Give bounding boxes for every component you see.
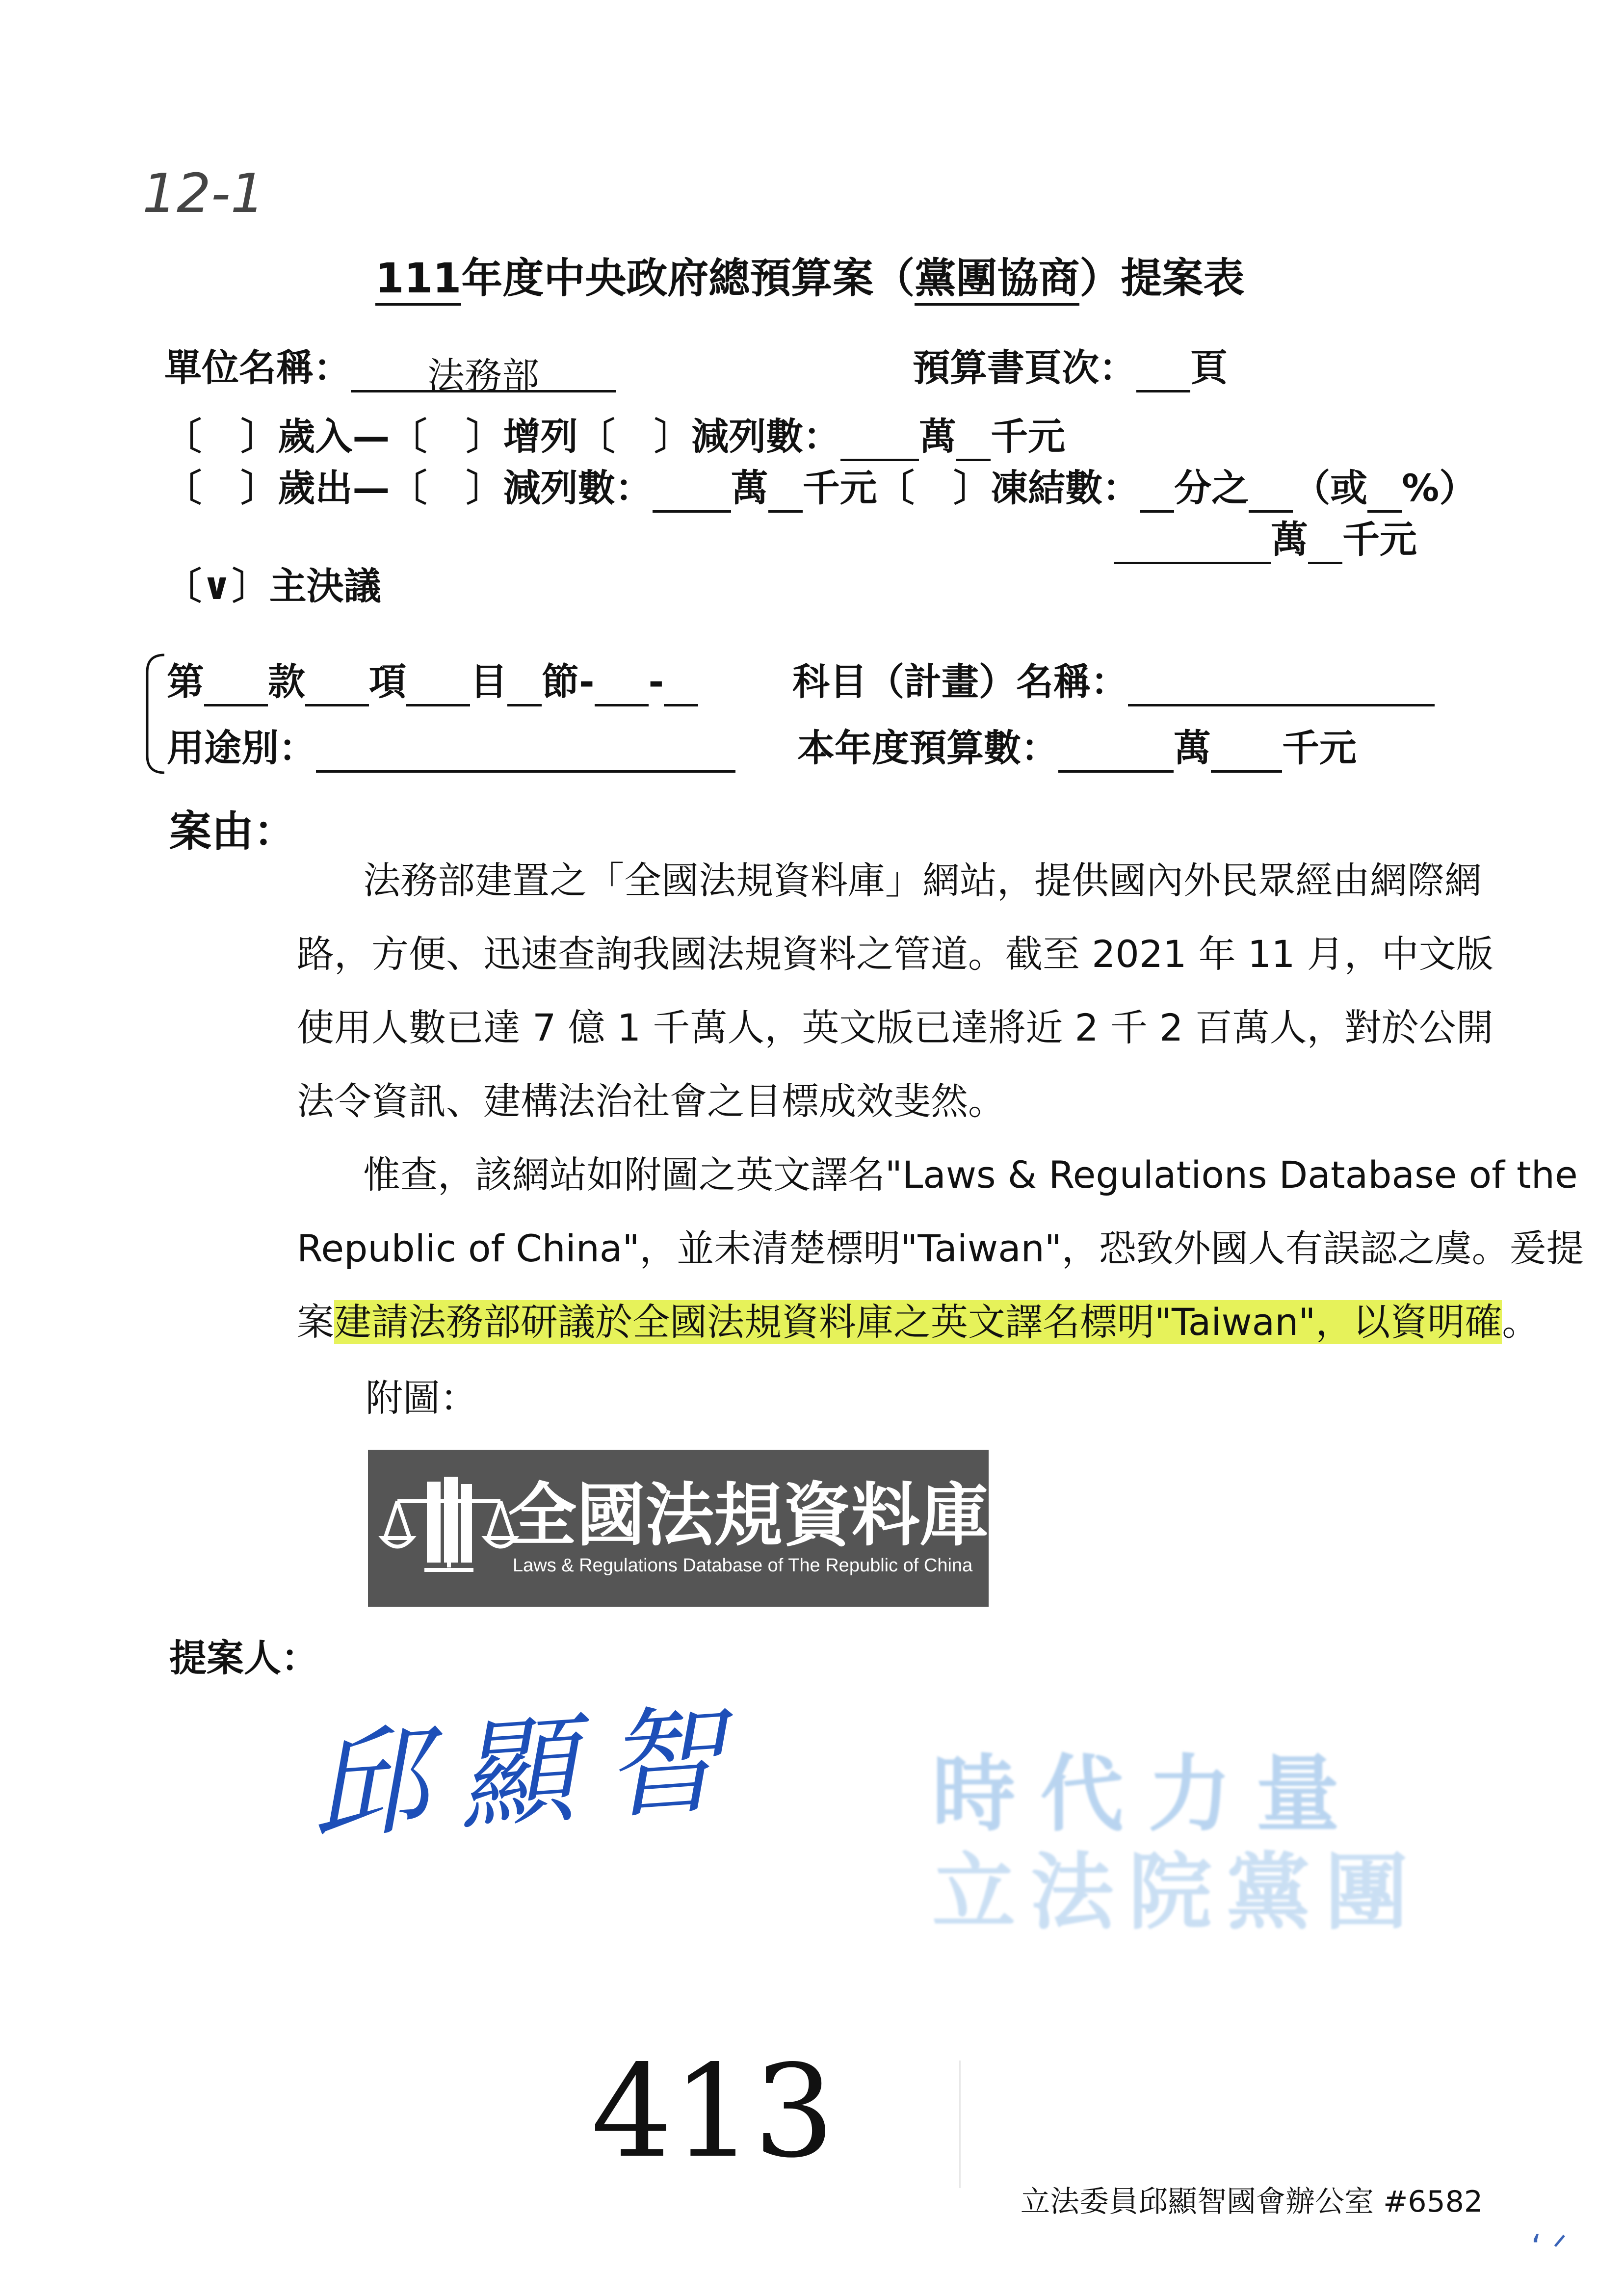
stamp-line-2: 立法院黨團	[932, 1844, 1423, 1941]
usage-field	[316, 732, 735, 773]
figure-label: 附圖：	[366, 1376, 477, 1420]
title-consult: 黨團協商	[915, 254, 1079, 306]
expense-decrease-checkbox: 〔 〕	[390, 466, 503, 510]
subject-label: 科目（計畫）名稱：	[792, 660, 1128, 704]
paragraph-1-line-4: 法令資訊、建構法治社會之目標成效斐然。	[297, 1079, 1005, 1123]
income-label: 歲入—	[278, 415, 390, 458]
item-sub1-field	[595, 666, 649, 706]
main-resolution-label: 主決議	[269, 564, 381, 608]
unit-value: 法務部	[427, 354, 539, 398]
title-year: 111	[375, 254, 461, 306]
form-title	[375, 245, 1244, 305]
item-kuan-field	[204, 666, 268, 706]
database-logo-figure	[368, 1450, 989, 1607]
stamp-line-1: 時代力量	[932, 1746, 1364, 1843]
freeze-label: 凍結數：	[991, 466, 1140, 510]
freeze-pct: %）	[1402, 466, 1477, 510]
annual-budget-row	[797, 724, 1357, 773]
expense-thousand-field	[768, 472, 803, 513]
corner-handwritten-note: 12-1	[142, 162, 265, 225]
stray-pen-mark: ‘ ᐟ	[1531, 2227, 1568, 2268]
annual-budget-wan: 萬	[1174, 726, 1211, 770]
annual-budget-thousand-field	[1211, 732, 1282, 773]
expense-wan: 萬	[731, 466, 768, 510]
unit-row	[164, 343, 616, 398]
expense-wan-field	[653, 472, 731, 513]
expense-thousand: 千元	[802, 466, 877, 510]
paragraph-2-line-3-post: 。	[1502, 1300, 1540, 1344]
freeze-wan: 萬	[1271, 518, 1308, 561]
unit-label: 單位名稱：	[164, 346, 351, 390]
unit-field	[351, 352, 616, 398]
expense-decrease-label: 減列數：	[503, 466, 653, 510]
title-pre: 年度中央政府總預算案（	[461, 254, 915, 302]
scales-of-justice-icon	[378, 1472, 520, 1577]
income-wan: 萬	[919, 415, 957, 458]
budget-page-row	[913, 343, 1228, 392]
highlighted-proposal-text: 建請法務部研議於全國法規資料庫之英文譯名標明"Taiwan"，以資明確	[334, 1300, 1502, 1344]
item-xiang-field	[305, 666, 369, 706]
decrease-label: 減列數：	[691, 415, 841, 458]
freeze-checkbox: 〔 〕	[877, 466, 991, 510]
item-sub2-field	[664, 666, 698, 706]
title-post: ）提案表	[1079, 254, 1245, 302]
item-jie-field	[507, 666, 542, 706]
paragraph-1-line-3: 使用人數已達 7 億 1 千萬人，英文版已達將近 2 千 2 百萬人，對於公開	[297, 1006, 1493, 1049]
budget-page-suffix: 頁	[1190, 346, 1228, 390]
freeze-wan-field	[1114, 523, 1271, 564]
income-wan-field	[840, 420, 919, 461]
usage-label: 用途別：	[167, 726, 316, 770]
income-thousand-field	[956, 420, 991, 461]
freeze-denominator-field	[1140, 472, 1174, 513]
paragraph-1-line-2: 路，方便、迅速查詢我國法規資料之管道。截至 2021 年 11 月，中文版	[297, 932, 1493, 976]
page-number: 413	[591, 2038, 835, 2186]
faint-divider	[959, 2061, 961, 2188]
freeze-numerator-field	[1249, 472, 1293, 513]
proposer-label: 提案人：	[169, 1636, 318, 1680]
freeze-amount-row	[1114, 515, 1417, 564]
expense-label: 歲出—	[278, 466, 390, 510]
item-di: 第	[167, 660, 204, 704]
logo-subtitle: Laws & Regulations Database of The Republic of China	[513, 1555, 973, 1576]
item-row	[167, 657, 698, 706]
budget-page-field	[1136, 352, 1190, 392]
handwritten-signature: 邱顯智	[305, 1688, 756, 1856]
item-xiang: 項	[369, 660, 406, 704]
freeze-or: （或	[1293, 466, 1368, 510]
annual-budget-wan-field	[1058, 732, 1174, 773]
subject-row	[792, 657, 1435, 706]
item-kuan: 款	[268, 660, 305, 704]
paragraph-2-line-3	[297, 1298, 1539, 1347]
section-brace	[142, 652, 167, 775]
party-caucus-stamp	[932, 1727, 1423, 1941]
subject-field	[1128, 666, 1435, 706]
annual-budget-label: 本年度預算數：	[797, 726, 1058, 770]
expense-row	[164, 464, 1476, 513]
item-mu-field	[406, 666, 470, 706]
freeze-thousand-field	[1308, 523, 1342, 564]
case-heading: 案由：	[169, 807, 296, 856]
main-resolution-checked-box: 〔∨〕	[164, 564, 269, 608]
item-jie: 節-	[542, 660, 595, 704]
freeze-pct-field	[1367, 472, 1402, 513]
main-resolution-row	[164, 562, 381, 611]
paragraph-1-line-1: 法務部建置之「全國法規資料庫」網站，提供國內外民眾經由網際網	[363, 859, 1482, 902]
increase-label: 增列	[503, 415, 578, 458]
paragraph-2-line-2: Republic of China"，並未清楚標明"Taiwan"，恐致外國人有誤認之虞。爰提	[297, 1226, 1584, 1270]
decrease-checkbox: 〔 〕	[577, 415, 692, 458]
item-dash: -	[648, 660, 664, 704]
logo-title: 全國法規資料庫	[508, 1476, 989, 1556]
freeze-fenzhi: 分之	[1174, 466, 1249, 510]
income-thousand: 千元	[991, 415, 1066, 458]
budget-page-label: 預算書頁次：	[913, 346, 1136, 390]
freeze-thousand: 千元	[1342, 518, 1417, 561]
annual-budget-thousand: 千元	[1282, 726, 1357, 770]
expense-checkbox: 〔 〕	[164, 466, 278, 510]
paragraph-2-line-1: 惟查，該網站如附圖之英文譯名"Laws & Regulations Database of the	[363, 1153, 1578, 1197]
office-footer: 立法委員邱顯智國會辦公室 #6582	[1021, 2185, 1483, 2219]
usage-row	[167, 724, 735, 773]
income-row	[164, 412, 1065, 461]
increase-checkbox: 〔 〕	[390, 415, 503, 458]
paragraph-2-line-3-pre: 案	[297, 1300, 334, 1344]
income-checkbox: 〔 〕	[164, 415, 278, 458]
item-mu: 目	[470, 660, 507, 704]
